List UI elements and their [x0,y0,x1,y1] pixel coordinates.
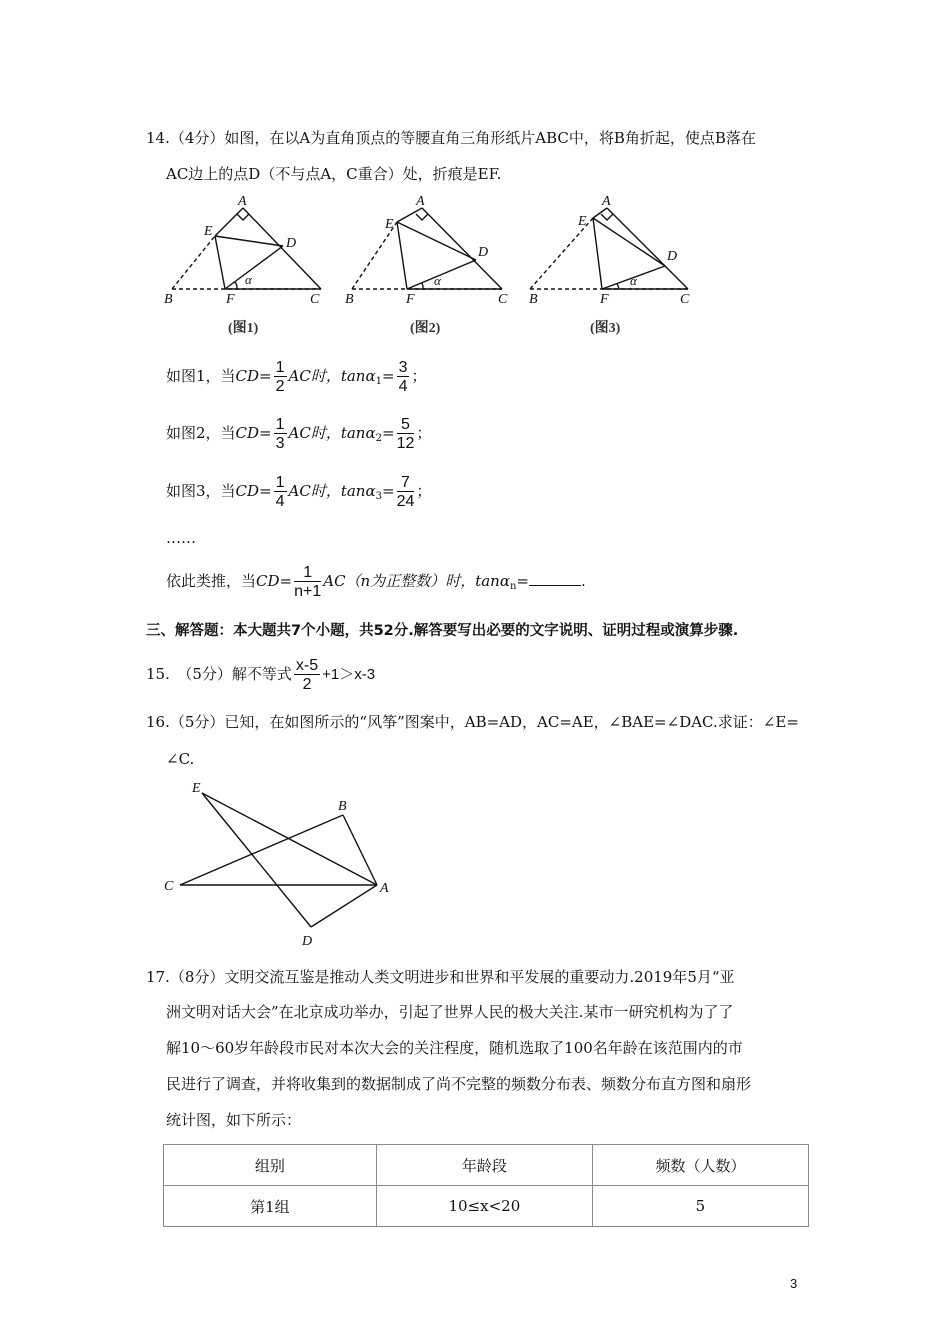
label-D: D [286,236,297,251]
figure-1-labels [164,194,320,307]
table-cell: 第1组 [164,1186,377,1227]
table-header-cell: 频数（人数） [592,1145,808,1186]
fraction: $\frac{7}{24}$ [396,473,415,510]
svg-text:B: B [529,292,538,307]
q14-stem-line2: AC边上的点D（不与点A，C重合）处，折痕是EF. [166,165,502,183]
q14-figures [160,190,720,340]
figure-3 [530,208,688,289]
figure-2-labels [345,194,508,307]
q16-line1: 16.（5分）已知，在如图所示的“风筝”图案中，AB=AD，AC=AE，∠BAE=∠DAC.求证：∠E= [146,713,799,731]
fraction: $\frac{x-5}{2}$ [295,656,319,693]
q17-line2: 洲文明对话大会”在北京成功举办，引起了世界人民的极大关注.某市一研究机构为了了 [166,1003,734,1021]
svg-text:A: A [602,194,611,209]
answer-blank [529,571,581,586]
table-cell: 10≤x<20 [376,1186,592,1227]
label-alpha: α [245,272,252,287]
label-A: A [238,194,247,209]
q17-line3: 解10～60岁年龄段市民对本次大会的关注程度，随机选取了100名年龄在该范围内的市 [166,1039,743,1057]
q14-stem-line1: 14.（4分）如图，在以A为直角顶点的等腰直角三角形纸片ABC中，将B角折起，使点B落在 [146,129,756,147]
label-E: E [192,781,201,796]
q14-ellipsis: …… [166,529,196,547]
svg-text:α: α [434,273,441,288]
table-header-cell: 年龄段 [376,1145,592,1186]
q15: 15. （5分）解不等式 $\frac{x-5}{2}$ +1＞x-3 [146,656,376,693]
q17-line4: 民进行了调查，并将收集到的数据制成了尚不完整的频数分布表、频数分布直方图和扇形 [166,1075,752,1093]
label-C: C [310,292,320,307]
figure-caption-2: (图2) [410,321,441,336]
q17-line5: 统计图，如下所示： [166,1111,302,1129]
figure-caption-1: (图1) [228,321,259,336]
table-header-row [164,1145,809,1186]
fraction: $\frac{1}{3}$ [275,415,285,452]
q16-line2: ∠C. [166,750,195,768]
svg-text:D: D [478,245,489,260]
q14-conclusion: 依此类推，当CD= $\frac{1}{n+1}$ AC（n为正整数）时，tanα$_n$= . [166,563,586,600]
label-D: D [302,934,313,949]
fraction: $\frac{1}{4}$ [275,473,285,510]
page-number: 3 [790,1276,798,1291]
label-B: B [338,799,347,814]
q14-row-1: 如图1，当CD= $\frac{1}{2}$ AC时，tanα$_1$= $\frac{3}{4}$ ； [166,358,427,395]
svg-text:A: A [416,194,425,209]
svg-text:E: E [385,217,394,232]
figure-caption-3: (图3) [590,321,621,336]
q14-row-2: 如图2，当CD= $\frac{1}{3}$ AC时，tanα$_2$= $\frac{5}{12}$ ； [166,415,432,452]
label-F: F [226,292,235,307]
q16-kite-figure [160,775,400,950]
label-E: E [204,224,213,239]
q17-line1: 17.（8分）文明交流互鉴是推动人类文明进步和世界和平发展的重要动力.2019年5月“亚 [146,968,735,986]
svg-text:C: C [680,292,690,307]
fraction: $\frac{1}{n+1}$ [294,563,322,600]
svg-text:F: F [406,292,415,307]
q14-row-3: 如图3，当CD= $\frac{1}{4}$ AC时，tanα$_3$= $\frac{7}{24}$ ； [166,473,432,510]
svg-text:B: B [345,292,354,307]
svg-text:α: α [630,273,637,288]
svg-text:D: D [667,249,678,264]
table-cell: 5 [592,1186,808,1227]
section-3-heading: 三、解答题：本大题共7个小题，共52分.解答要写出必要的文字说明、证明过程或演算步骤. [146,623,739,639]
label-A: A [380,881,389,896]
fraction: $\frac{1}{2}$ [275,358,285,395]
fraction: $\frac{5}{12}$ [396,415,415,452]
svg-text:F: F [600,292,609,307]
fraction: $\frac{3}{4}$ [398,358,408,395]
svg-text:E: E [578,214,587,229]
table-row [164,1186,809,1227]
table-header-cell: 组别 [164,1145,377,1186]
frequency-table [163,1144,809,1227]
label-C: C [164,879,174,894]
svg-text:C: C [498,292,508,307]
label-B: B [164,292,173,307]
